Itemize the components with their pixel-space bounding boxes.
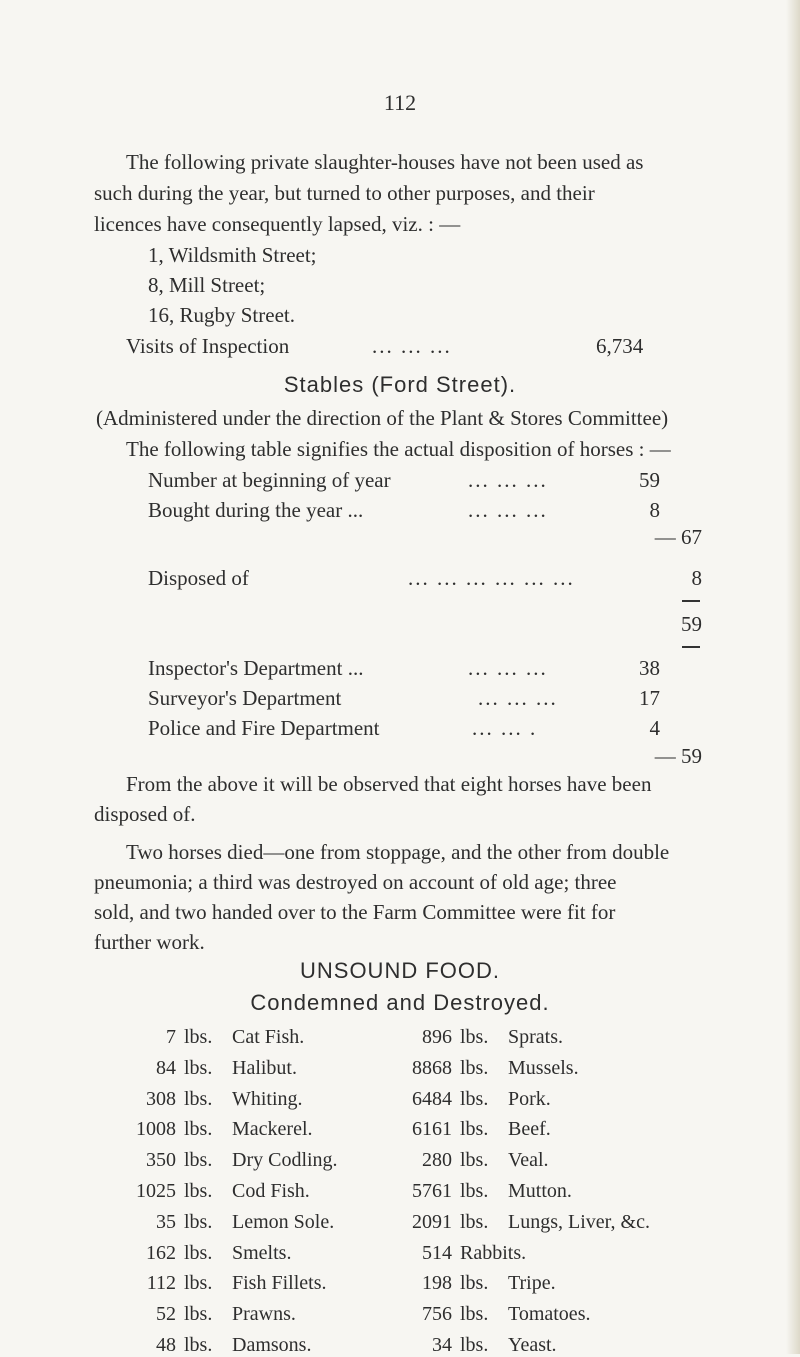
para1-line-1: From the above it will be observed that eight horses have been [126, 772, 652, 796]
food-unit: lbs. [184, 1242, 213, 1264]
visits-label: Visits of Inspection [126, 334, 290, 358]
dept-dots-surveyor: ... ... ... [478, 686, 558, 710]
food-qty: 7 [166, 1026, 176, 1048]
food-unit: lbs. [184, 1180, 213, 1202]
food-item: Halibut. [232, 1057, 297, 1079]
food-unit: lbs. [184, 1149, 213, 1171]
food-qty: 6161 [412, 1118, 452, 1140]
food-item: Veal. [508, 1149, 549, 1171]
food-qty: 6484 [412, 1088, 452, 1110]
food-unit: lbs. [184, 1118, 213, 1140]
stables-heading: Stables (Ford Street). [283, 372, 517, 397]
food-item: Mutton. [508, 1180, 572, 1202]
food-unit: lbs. [184, 1057, 213, 1079]
food-subheading: Condemned and Destroyed. [250, 990, 550, 1015]
food-unit: lbs. [184, 1088, 213, 1110]
row-total-remaining: 59 [681, 612, 702, 636]
row-total-disposed: 8 [691, 566, 702, 590]
food-qty: 514 [422, 1242, 452, 1264]
row-label-bought: Bought during the year ... [148, 498, 364, 522]
dept-label-police-fire: Police and Fire Department [148, 716, 380, 740]
food-qty: 5761 [412, 1180, 452, 1202]
stables-table-intro: The following table signifies the actual disposition of horses : — [126, 437, 671, 461]
food-qty: 52 [156, 1303, 176, 1325]
food-unit: lbs. [460, 1334, 489, 1356]
food-unit: lbs. [184, 1211, 213, 1233]
food-unit: lbs. [184, 1272, 213, 1294]
para2-line-1: Two horses died—one from stoppage, and the other from double [126, 840, 670, 864]
food-qty: 350 [146, 1149, 176, 1171]
sum-rule-2 [682, 646, 700, 648]
food-item: Beef. [508, 1118, 551, 1140]
food-item: Prawns. [232, 1303, 296, 1325]
food-heading: UNSOUND FOOD. [300, 958, 500, 983]
row-value-beginning: 59 [639, 468, 660, 492]
food-item: Fish Fillets. [232, 1272, 327, 1294]
food-unit: lbs. [460, 1272, 489, 1294]
row-value-bought: 8 [649, 498, 660, 522]
food-unit: lbs. [184, 1026, 213, 1048]
food-unit: lbs. [460, 1149, 489, 1171]
visits-dots: ... ... ... [372, 334, 452, 358]
dept-value-surveyor: 17 [639, 686, 660, 710]
food-qty: 280 [422, 1149, 452, 1171]
food-item: Whiting. [232, 1088, 303, 1110]
food-qty: 1008 [136, 1118, 176, 1140]
food-unit: lbs. [460, 1026, 489, 1048]
food-qty: 112 [146, 1272, 176, 1294]
dept-label-surveyor: Surveyor's Department [148, 686, 342, 710]
address-2: 8, Mill Street; [148, 273, 266, 297]
food-item: Tomatoes. [508, 1303, 591, 1325]
food-item: Lemon Sole. [232, 1211, 335, 1233]
stables-subheading: (Administered under the direction of the Plant & Stores Committee) [96, 406, 669, 430]
food-unit: lbs. [184, 1334, 213, 1356]
food-unit: lbs. [184, 1303, 213, 1325]
food-qty: 1025 [136, 1180, 176, 1202]
food-item: Sprats. [508, 1026, 563, 1048]
food-item: Yeast. [508, 1334, 557, 1356]
row-dots-beginning: ... ... ... [468, 468, 548, 492]
food-item: Rabbits. [460, 1242, 527, 1264]
food-unit: lbs. [460, 1118, 489, 1140]
food-qty: 162 [146, 1242, 176, 1264]
dept-value-inspector: 38 [639, 656, 660, 680]
food-item: Smelts. [232, 1242, 292, 1264]
food-unit: lbs. [460, 1057, 489, 1079]
dept-dots-police-fire: ... ... . [472, 716, 538, 740]
dept-value-police-fire: 4 [649, 716, 660, 740]
food-qty: 35 [156, 1211, 176, 1233]
row-total-bought: — 67 [654, 525, 702, 549]
row-dots-bought: ... ... ... [468, 498, 548, 522]
page-number: 112 [383, 90, 417, 115]
food-item: Tripe. [508, 1272, 556, 1294]
food-item: Mackerel. [232, 1118, 313, 1140]
address-3: 16, Rugby Street. [148, 303, 295, 327]
food-item: Cat Fish. [232, 1026, 305, 1048]
food-item: Pork. [508, 1088, 551, 1110]
food-qty: 2091 [412, 1211, 452, 1233]
food-qty: 308 [146, 1088, 176, 1110]
food-unit: lbs. [460, 1180, 489, 1202]
address-1: 1, Wildsmith Street; [148, 243, 317, 267]
row-dots-disposed: ... ... ... ... ... ... [408, 566, 575, 590]
page-edge-shadow [786, 0, 800, 1354]
para2-line-4: further work. [94, 930, 205, 954]
food-qty: 84 [156, 1057, 176, 1079]
intro-line-3: licences have consequently lapsed, viz. : — [94, 212, 461, 236]
food-item: Cod Fish. [232, 1180, 310, 1202]
row-label-beginning: Number at beginning of year [148, 468, 391, 492]
dept-total: — 59 [654, 744, 702, 768]
intro-line-2: such during the year, but turned to other purposes, and their [94, 181, 595, 205]
row-label-disposed: Disposed of [148, 566, 249, 590]
food-qty: 8868 [412, 1057, 452, 1079]
intro-line-1: The following private slaughter-houses have not been used as [126, 150, 644, 174]
food-unit: lbs. [460, 1211, 489, 1233]
para2-line-3: sold, and two handed over to the Farm Committee were fit for [94, 900, 616, 924]
food-qty: 198 [422, 1272, 452, 1294]
food-unit: lbs. [460, 1088, 489, 1110]
food-qty: 896 [422, 1026, 452, 1048]
dept-dots-inspector: ... ... ... [468, 656, 548, 680]
food-qty: 756 [422, 1303, 452, 1325]
food-item: Damsons. [232, 1334, 312, 1356]
para1-line-2: disposed of. [94, 802, 196, 826]
sum-rule-1 [682, 600, 700, 602]
food-item: Mussels. [508, 1057, 579, 1079]
food-qty: 34 [432, 1334, 452, 1356]
food-item: Lungs, Liver, &c. [508, 1211, 650, 1233]
food-item: Dry Codling. [232, 1149, 338, 1171]
food-unit: lbs. [460, 1303, 489, 1325]
dept-label-inspector: Inspector's Department ... [148, 656, 364, 680]
para2-line-2: pneumonia; a third was destroyed on account of old age; three [94, 870, 617, 894]
visits-value: 6,734 [596, 334, 644, 358]
food-qty: 48 [156, 1334, 176, 1356]
